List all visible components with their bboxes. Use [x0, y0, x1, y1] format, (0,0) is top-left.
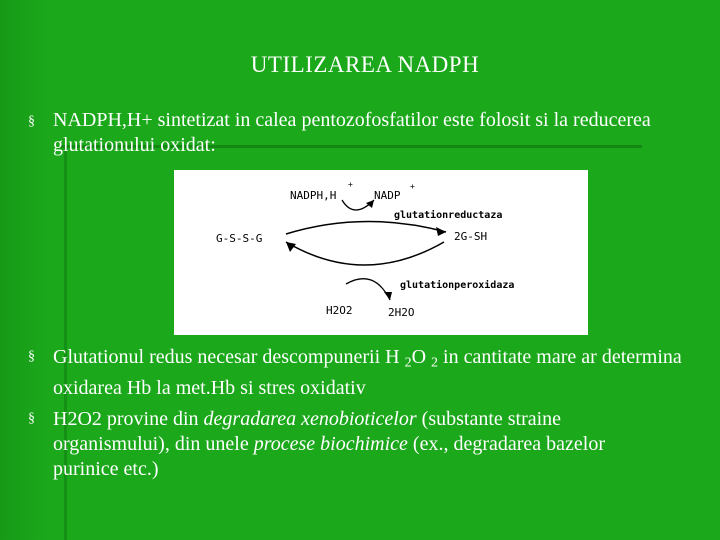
glutathione-cycle-diagram: [174, 170, 588, 335]
nadph-arc-arrowhead: [366, 200, 374, 208]
nadph-superscript: +: [348, 180, 353, 189]
bullet-3-emphasis-1: degradarea xenobioticelor: [203, 408, 417, 430]
upper-reaction-arc: [286, 221, 446, 234]
nadp-superscript: +: [410, 182, 415, 191]
enzyme-peroxidase-label: glutationperoxidaza: [400, 280, 515, 291]
bullet-2-part-2: O: [411, 346, 432, 368]
peroxide-arc: [346, 279, 390, 300]
enzyme-reductase-label: glutationreductaza: [394, 210, 503, 221]
bullet-3-emphasis-2: procese biochimice: [253, 433, 408, 455]
bullet-marker: §: [28, 349, 35, 364]
peroxide-arc-arrowhead: [384, 292, 392, 300]
bullet-2-subscript-2: 2: [431, 355, 439, 371]
bullet-2-part-3: in cantitate mare ar determina oxidarea Hb la met.Hb si stres oxidativ: [53, 346, 682, 399]
bullet-2-subscript-1: 2: [404, 355, 412, 371]
water-label: 2H2O: [388, 306, 415, 319]
bullet-3-part-3: (ex., degradarea bazelor purinice etc.): [53, 433, 606, 480]
bullet-marker: §: [28, 411, 35, 426]
bullet-text-3: [53, 407, 673, 482]
nadp-label: NADP: [374, 189, 401, 202]
bullet-2-part-1: Glutationul redus necesar descompunerii H: [53, 346, 405, 368]
bullet-marker: §: [28, 114, 35, 129]
diagram-svg: [174, 170, 588, 335]
bullet-text-1: NADPH,H+ sintetizat in calea pentozofosfatilor este folosit si la reducerea glutationului oxidat:: [53, 109, 651, 156]
lower-reaction-arc: [286, 242, 444, 265]
nadph-label: NADPH,H: [290, 189, 337, 202]
hydrogen-peroxide-label: H2O2: [326, 304, 353, 317]
bullet-3-part-1: H2O2 provine din: [53, 408, 204, 430]
reduced-glutathione-label: 2G-SH: [454, 230, 488, 243]
bullet-text-2: [53, 345, 693, 401]
decorative-left-band: [0, 0, 48, 540]
bullet-3-part-2: (substante straine organismului), din unele: [53, 408, 562, 455]
slide-title: UTILIZAREA NADPH: [250, 52, 480, 77]
oxidized-glutathione-label: G-S-S-G: [216, 232, 263, 245]
upper-arc-arrowhead: [436, 227, 446, 236]
